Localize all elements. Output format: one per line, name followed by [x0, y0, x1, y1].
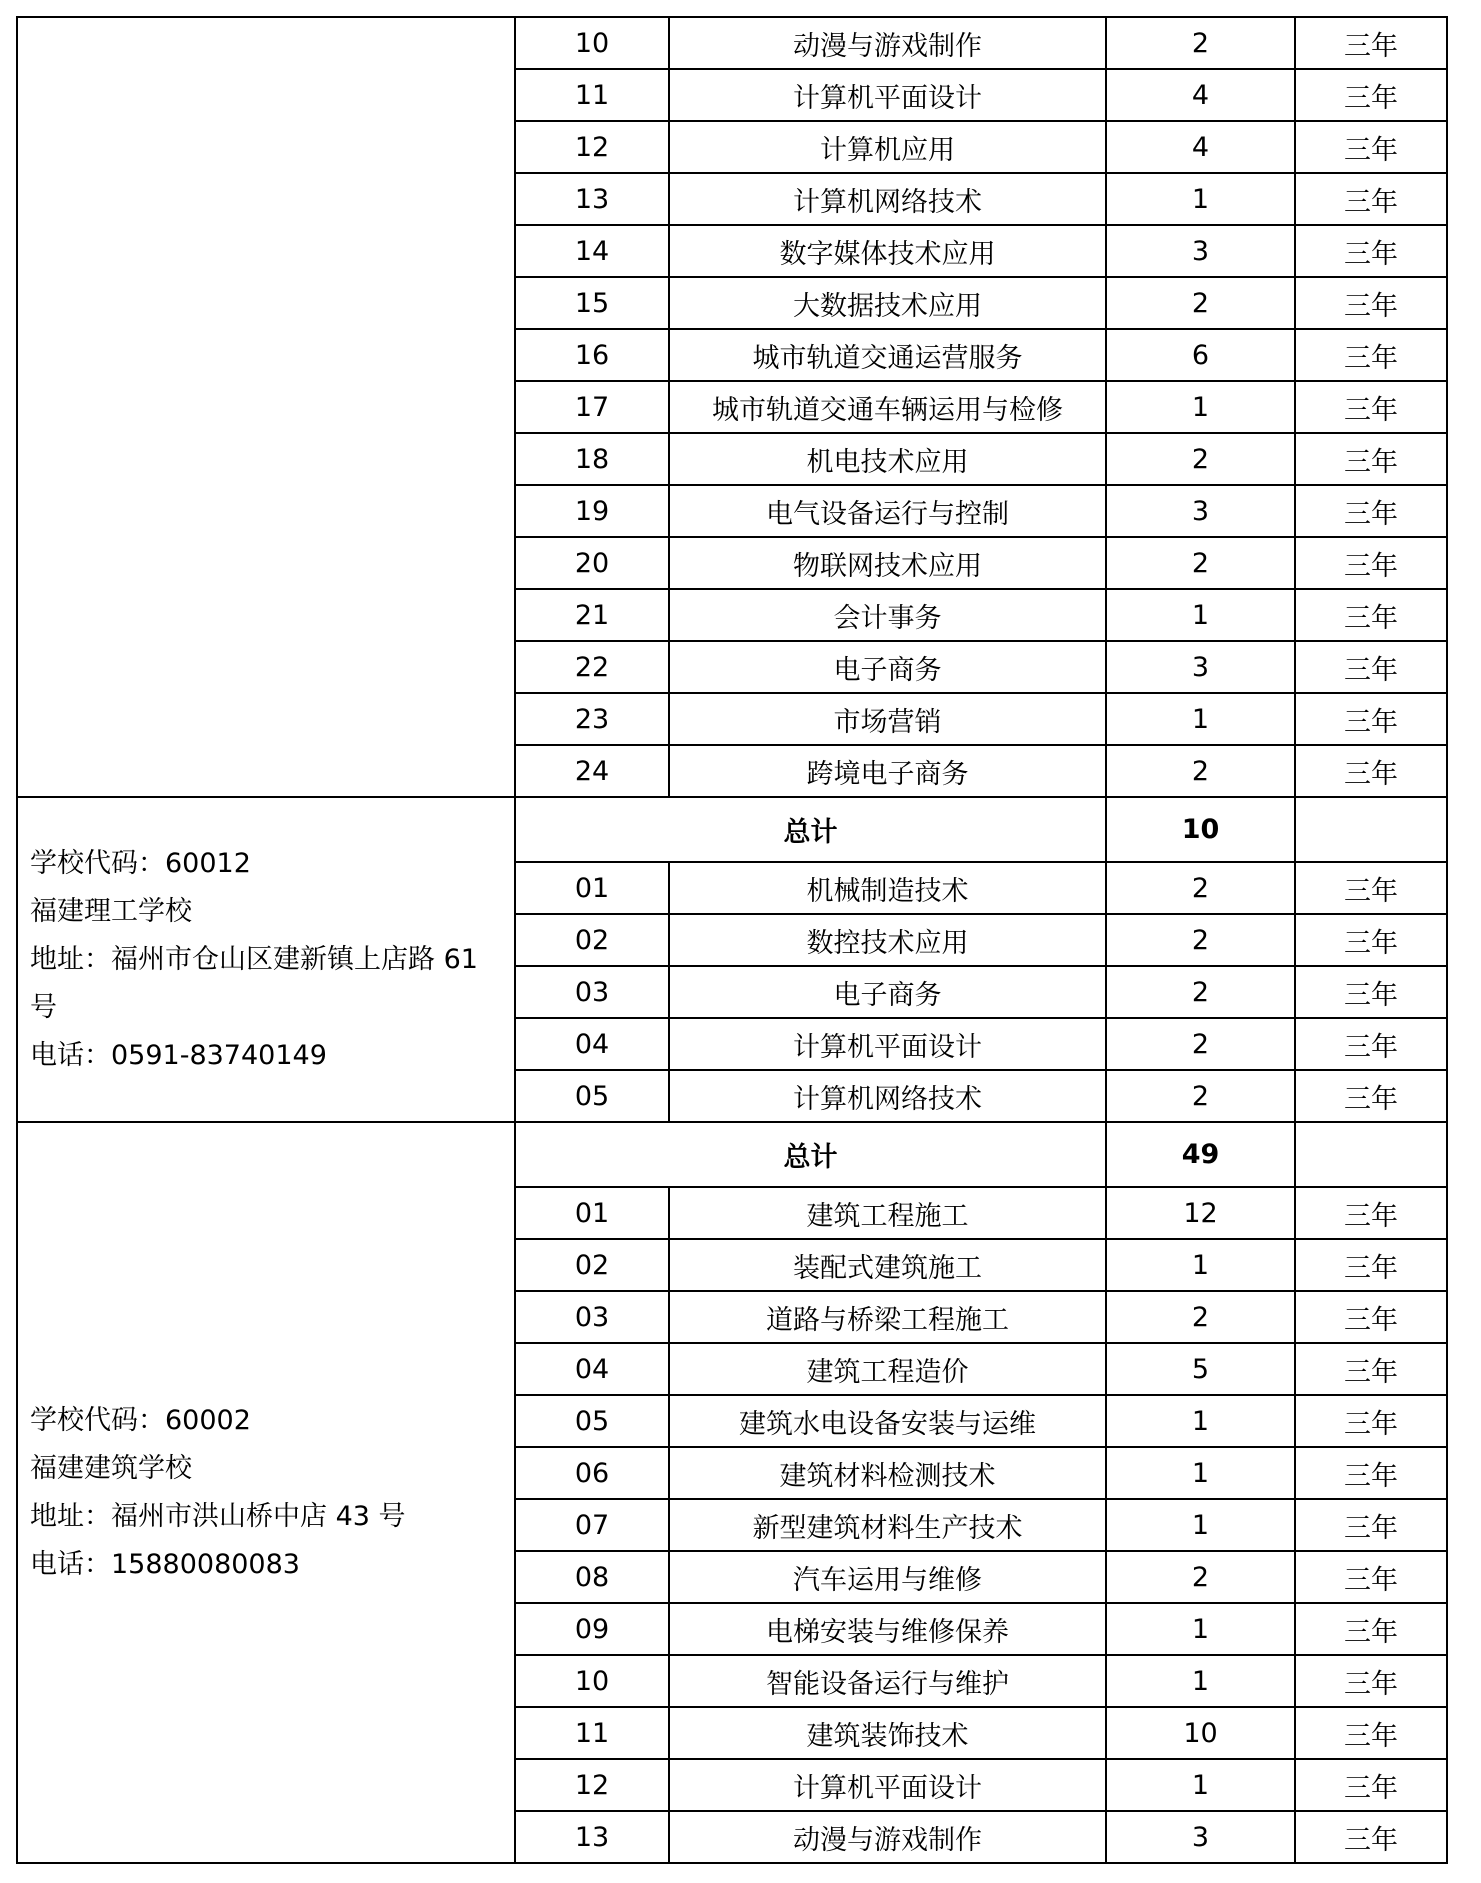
- major-name-cell: 电气设备运行与控制: [669, 485, 1106, 537]
- study-duration-cell: 三年: [1295, 381, 1447, 433]
- enrollment-count-cell: 1: [1106, 173, 1295, 225]
- study-duration-cell: 三年: [1295, 1499, 1447, 1551]
- row-number-cell: 18: [515, 433, 669, 485]
- enrollment-count-cell: 1: [1106, 693, 1295, 745]
- row-number-cell: 07: [515, 1499, 669, 1551]
- school-info-cell: [17, 17, 515, 797]
- study-duration-cell: 三年: [1295, 1551, 1447, 1603]
- enrollment-count-cell: 3: [1106, 1811, 1295, 1863]
- major-name-cell: 建筑装饰技术: [669, 1707, 1106, 1759]
- study-duration-cell: 三年: [1295, 914, 1447, 966]
- enrollment-count-cell: 3: [1106, 641, 1295, 693]
- school-info-line: 电话：15880080083: [30, 1548, 300, 1580]
- study-duration-cell: 三年: [1295, 537, 1447, 589]
- major-name-cell: 市场营销: [669, 693, 1106, 745]
- study-duration-cell: 三年: [1295, 862, 1447, 914]
- major-name-cell: 机械制造技术: [669, 862, 1106, 914]
- study-duration-cell: 三年: [1295, 745, 1447, 797]
- row-number-cell: 08: [515, 1551, 669, 1603]
- row-number-cell: 10: [515, 17, 669, 69]
- study-duration-cell: 三年: [1295, 1395, 1447, 1447]
- school-info-cell: [17, 1122, 515, 1863]
- study-duration-cell: 三年: [1295, 1343, 1447, 1395]
- row-number-cell: 04: [515, 1343, 669, 1395]
- major-name-cell: 新型建筑材料生产技术: [669, 1499, 1106, 1551]
- row-number-cell: 02: [515, 1239, 669, 1291]
- enrollment-count-cell: 3: [1106, 485, 1295, 537]
- major-name-cell: 物联网技术应用: [669, 537, 1106, 589]
- major-name-cell: 计算机平面设计: [669, 1018, 1106, 1070]
- study-duration-cell: 三年: [1295, 225, 1447, 277]
- total-label: 总计: [515, 1122, 1106, 1187]
- total-empty-cell: [1295, 1122, 1447, 1187]
- study-duration-cell: 三年: [1295, 1447, 1447, 1499]
- study-duration-cell: 三年: [1295, 1239, 1447, 1291]
- study-duration-cell: 三年: [1295, 329, 1447, 381]
- row-number-cell: 19: [515, 485, 669, 537]
- major-name-cell: 电子商务: [669, 641, 1106, 693]
- major-name-cell: 数控技术应用: [669, 914, 1106, 966]
- row-number-cell: 10: [515, 1655, 669, 1707]
- enrollment-count-cell: 2: [1106, 914, 1295, 966]
- study-duration-cell: 三年: [1295, 17, 1447, 69]
- row-number-cell: 14: [515, 225, 669, 277]
- enrollment-count-cell: 1: [1106, 589, 1295, 641]
- row-number-cell: 15: [515, 277, 669, 329]
- row-number-cell: 11: [515, 69, 669, 121]
- enrollment-count-cell: 2: [1106, 1070, 1295, 1122]
- total-value: 49: [1106, 1122, 1295, 1187]
- major-name-cell: 大数据技术应用: [669, 277, 1106, 329]
- major-name-cell: 汽车运用与维修: [669, 1551, 1106, 1603]
- school-info-line: 福建理工学校: [30, 895, 192, 927]
- school-info-cell: [17, 797, 515, 1122]
- row-number-cell: 01: [515, 1187, 669, 1239]
- row-number-cell: 17: [515, 381, 669, 433]
- study-duration-cell: 三年: [1295, 1070, 1447, 1122]
- enrollment-count-cell: 1: [1106, 1655, 1295, 1707]
- study-duration-cell: 三年: [1295, 1759, 1447, 1811]
- major-name-cell: 动漫与游戏制作: [669, 17, 1106, 69]
- school-info-line: 学校代码：60002: [30, 1404, 251, 1436]
- study-duration-cell: 三年: [1295, 433, 1447, 485]
- enrollment-count-cell: 2: [1106, 1018, 1295, 1070]
- enrollment-count-cell: 1: [1106, 1239, 1295, 1291]
- study-duration-cell: 三年: [1295, 1187, 1447, 1239]
- study-duration-cell: 三年: [1295, 1707, 1447, 1759]
- major-name-cell: 智能设备运行与维护: [669, 1655, 1106, 1707]
- enrollment-table: [16, 16, 1448, 1864]
- enrollment-count-cell: 5: [1106, 1343, 1295, 1395]
- study-duration-cell: 三年: [1295, 121, 1447, 173]
- study-duration-cell: 三年: [1295, 966, 1447, 1018]
- school-info-line: 学校代码：60012: [30, 847, 251, 879]
- total-label: 总计: [515, 797, 1106, 862]
- study-duration-cell: 三年: [1295, 173, 1447, 225]
- study-duration-cell: 三年: [1295, 1603, 1447, 1655]
- row-number-cell: 02: [515, 914, 669, 966]
- major-name-cell: 建筑材料检测技术: [669, 1447, 1106, 1499]
- enrollment-count-cell: 2: [1106, 1291, 1295, 1343]
- row-number-cell: 11: [515, 1707, 669, 1759]
- school-info-line: 福建建筑学校: [30, 1452, 192, 1484]
- enrollment-count-cell: 2: [1106, 966, 1295, 1018]
- study-duration-cell: 三年: [1295, 1655, 1447, 1707]
- row-number-cell: 05: [515, 1395, 669, 1447]
- major-name-cell: 会计事务: [669, 589, 1106, 641]
- row-number-cell: 09: [515, 1603, 669, 1655]
- major-name-cell: 跨境电子商务: [669, 745, 1106, 797]
- study-duration-cell: 三年: [1295, 641, 1447, 693]
- row-number-cell: 16: [515, 329, 669, 381]
- major-name-cell: 机电技术应用: [669, 433, 1106, 485]
- row-number-cell: 12: [515, 121, 669, 173]
- row-number-cell: 01: [515, 862, 669, 914]
- table-row: [17, 17, 1447, 69]
- study-duration-cell: 三年: [1295, 485, 1447, 537]
- enrollment-count-cell: 1: [1106, 381, 1295, 433]
- row-number-cell: 12: [515, 1759, 669, 1811]
- study-duration-cell: 三年: [1295, 277, 1447, 329]
- enrollment-count-cell: 2: [1106, 433, 1295, 485]
- major-name-cell: 建筑工程造价: [669, 1343, 1106, 1395]
- row-number-cell: 23: [515, 693, 669, 745]
- major-name-cell: 计算机应用: [669, 121, 1106, 173]
- school-info-line: 电话：0591-83740149: [30, 1039, 327, 1071]
- study-duration-cell: 三年: [1295, 1018, 1447, 1070]
- enrollment-count-cell: 1: [1106, 1447, 1295, 1499]
- row-number-cell: 05: [515, 1070, 669, 1122]
- study-duration-cell: 三年: [1295, 1291, 1447, 1343]
- major-name-cell: 城市轨道交通车辆运用与检修: [669, 381, 1106, 433]
- major-name-cell: 装配式建筑施工: [669, 1239, 1106, 1291]
- enrollment-count-cell: 1: [1106, 1395, 1295, 1447]
- total-row: [17, 1122, 1447, 1187]
- enrollment-count-cell: 2: [1106, 277, 1295, 329]
- enrollment-count-cell: 1: [1106, 1499, 1295, 1551]
- enrollment-count-cell: 2: [1106, 1551, 1295, 1603]
- major-name-cell: 建筑工程施工: [669, 1187, 1106, 1239]
- school-info-line: 地址：福州市洪山桥中店 43 号: [30, 1500, 406, 1532]
- row-number-cell: 21: [515, 589, 669, 641]
- major-name-cell: 建筑水电设备安装与运维: [669, 1395, 1106, 1447]
- enrollment-count-cell: 3: [1106, 225, 1295, 277]
- major-name-cell: 动漫与游戏制作: [669, 1811, 1106, 1863]
- major-name-cell: 电梯安装与维修保养: [669, 1603, 1106, 1655]
- total-empty-cell: [1295, 797, 1447, 862]
- row-number-cell: 22: [515, 641, 669, 693]
- enrollment-count-cell: 2: [1106, 862, 1295, 914]
- school-info-line: 地址：福州市仓山区建新镇上店路 61 号: [30, 943, 478, 1023]
- major-name-cell: 计算机平面设计: [669, 1759, 1106, 1811]
- row-number-cell: 06: [515, 1447, 669, 1499]
- row-number-cell: 03: [515, 966, 669, 1018]
- total-value: 10: [1106, 797, 1295, 862]
- study-duration-cell: 三年: [1295, 693, 1447, 745]
- major-name-cell: 计算机平面设计: [669, 69, 1106, 121]
- major-name-cell: 电子商务: [669, 966, 1106, 1018]
- enrollment-count-cell: 10: [1106, 1707, 1295, 1759]
- major-name-cell: 计算机网络技术: [669, 173, 1106, 225]
- row-number-cell: 04: [515, 1018, 669, 1070]
- row-number-cell: 13: [515, 173, 669, 225]
- study-duration-cell: 三年: [1295, 69, 1447, 121]
- enrollment-count-cell: 2: [1106, 745, 1295, 797]
- enrollment-table-page: [16, 16, 1446, 1864]
- major-name-cell: 城市轨道交通运营服务: [669, 329, 1106, 381]
- row-number-cell: 20: [515, 537, 669, 589]
- study-duration-cell: 三年: [1295, 1811, 1447, 1863]
- study-duration-cell: 三年: [1295, 589, 1447, 641]
- enrollment-count-cell: 4: [1106, 69, 1295, 121]
- table-body: [17, 17, 1447, 1863]
- major-name-cell: 道路与桥梁工程施工: [669, 1291, 1106, 1343]
- enrollment-count-cell: 4: [1106, 121, 1295, 173]
- enrollment-count-cell: 1: [1106, 1603, 1295, 1655]
- row-number-cell: 13: [515, 1811, 669, 1863]
- row-number-cell: 03: [515, 1291, 669, 1343]
- total-row: [17, 797, 1447, 862]
- major-name-cell: 数字媒体技术应用: [669, 225, 1106, 277]
- enrollment-count-cell: 2: [1106, 17, 1295, 69]
- enrollment-count-cell: 1: [1106, 1759, 1295, 1811]
- enrollment-count-cell: 6: [1106, 329, 1295, 381]
- row-number-cell: 24: [515, 745, 669, 797]
- major-name-cell: 计算机网络技术: [669, 1070, 1106, 1122]
- enrollment-count-cell: 2: [1106, 537, 1295, 589]
- enrollment-count-cell: 12: [1106, 1187, 1295, 1239]
